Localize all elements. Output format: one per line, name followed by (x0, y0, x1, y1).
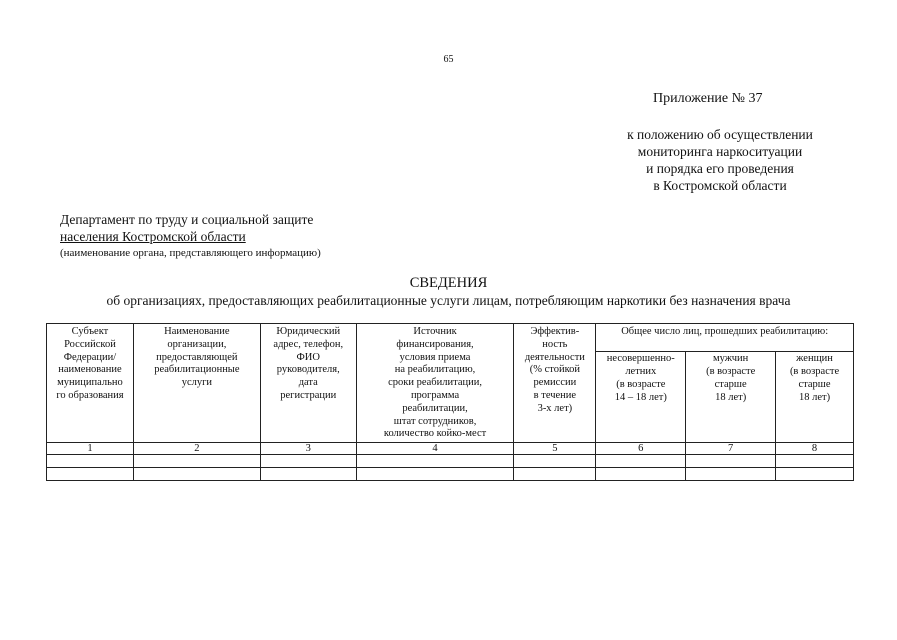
document-subtitle: об организациях, предоставляющих реабилитационные услуги лицам, потребляющим наркотики без назначения врача (106, 293, 791, 308)
table-cell (356, 468, 514, 481)
table-header-row (47, 324, 854, 352)
table-cell (596, 455, 686, 468)
table-cell (514, 468, 596, 481)
header-cell-financing: Источник финансирования, условия приема на реабилитацию, сроки реабилитации, программа реабилитации, штат сотрудников, количество койко-мест (356, 324, 514, 443)
regulation-line: мониторинга наркоситуации (637, 144, 803, 159)
column-number: 1 (47, 443, 134, 455)
regulation-line: и порядка его проведения (646, 161, 794, 176)
header-cell-organization: Наименование организации, предоставляющей реабилитационные услуги (133, 324, 260, 443)
column-number: 2 (133, 443, 260, 455)
department-block (60, 211, 321, 260)
table-cell (47, 468, 134, 481)
column-number-row (47, 443, 854, 455)
table-cell (776, 455, 854, 468)
column-number: 3 (260, 443, 356, 455)
column-number: 4 (356, 443, 514, 455)
table-cell (133, 468, 260, 481)
department-line: Департамент по труду и социальной защите (60, 212, 314, 227)
department-note: (наименование органа, представляющего информацию) (60, 247, 321, 259)
header-cell-minors: несовершенно- летних (в возрасте 14 – 18 лет) (596, 352, 686, 443)
regulation-line: к положению об осуществлении (627, 127, 813, 142)
table-cell (686, 455, 776, 468)
header-cell-group-rehabilitated: Общее число лиц, прошедших реабилитацию: (596, 324, 854, 352)
table-cell (356, 455, 514, 468)
header-cell-subject: Субъект Российской Федерации/ наименование муниципально го образования (47, 324, 134, 443)
table-cell (133, 455, 260, 468)
report-table (46, 323, 854, 481)
table-cell (776, 468, 854, 481)
table-cell (47, 455, 134, 468)
regulation-line: в Костромской области (653, 178, 787, 193)
table-cell (260, 468, 356, 481)
table-row (47, 455, 854, 468)
table-cell (686, 468, 776, 481)
table-cell (596, 468, 686, 481)
column-number: 6 (596, 443, 686, 455)
department-name-underlined: населения Костромской области (60, 229, 246, 244)
regulation-reference (590, 126, 850, 194)
table-row (47, 468, 854, 481)
header-cell-efficiency: Эффектив- ность деятельности (% стойкой ремиссии в течение 3-х лет) (514, 324, 596, 443)
column-number: 5 (514, 443, 596, 455)
header-cell-men: мужчин (в возрасте старше 18 лет) (686, 352, 776, 443)
column-number: 7 (686, 443, 776, 455)
page-number: 65 (443, 54, 454, 65)
document-title: СВЕДЕНИЯ (409, 275, 488, 291)
header-cell-address: Юридический адрес, телефон, ФИО руководителя, дата регистрации (260, 324, 356, 443)
column-number: 8 (776, 443, 854, 455)
appendix-title: Приложение № 37 (653, 91, 763, 106)
header-cell-women: женщин (в возрасте старше 18 лет) (776, 352, 854, 443)
table-cell (260, 455, 356, 468)
table-cell (514, 455, 596, 468)
